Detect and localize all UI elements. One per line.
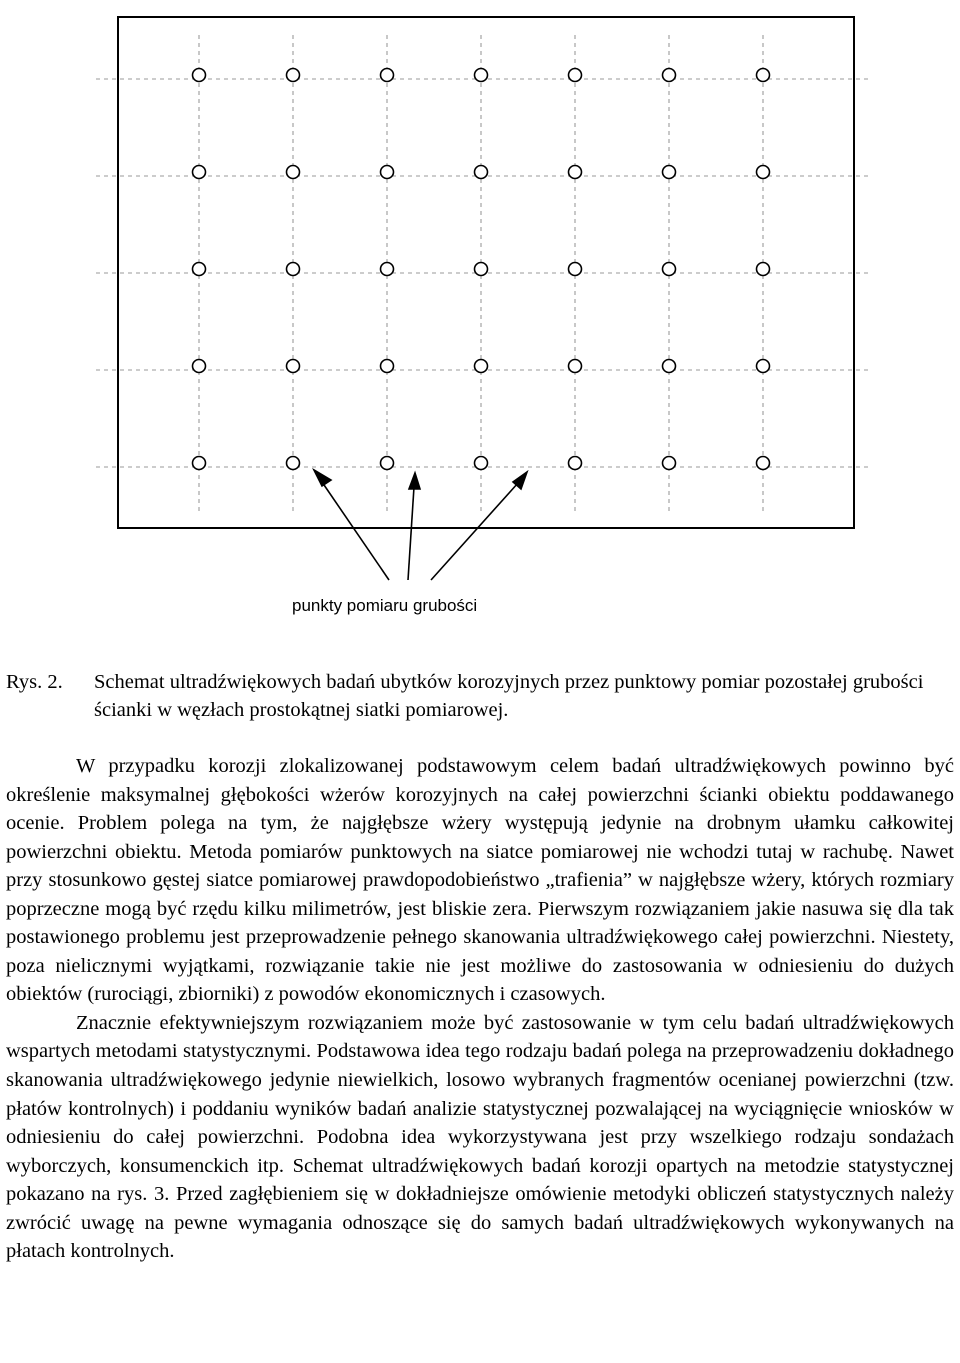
measurement-point	[287, 166, 300, 179]
measurement-point	[663, 360, 676, 373]
measurement-point	[193, 166, 206, 179]
pointer-arrow	[408, 487, 414, 580]
measurement-points	[193, 69, 770, 470]
measurement-point	[757, 263, 770, 276]
measurement-point	[757, 69, 770, 82]
measurement-point	[193, 360, 206, 373]
measurement-point	[287, 360, 300, 373]
pointer-arrow	[431, 483, 518, 580]
measurement-point	[287, 69, 300, 82]
pointer-arrows	[314, 470, 527, 580]
figure-caption	[6, 668, 946, 724]
figure-label: punkty pomiaru grubości	[292, 596, 478, 615]
measurement-point	[757, 166, 770, 179]
measurement-point	[663, 69, 676, 82]
measurement-point	[475, 360, 488, 373]
measurement-point	[193, 263, 206, 276]
measurement-point	[569, 360, 582, 373]
measurement-point	[475, 69, 488, 82]
grid-figure	[0, 0, 960, 600]
caption-text: Schemat ultradźwiękowych badań ubytków korozyjnych przez punktowy pomiar pozostałej grubości ścianki w węzłach prostokątnej siatki pomiarowej.	[94, 671, 924, 721]
measurement-point	[663, 457, 676, 470]
measurement-point	[193, 69, 206, 82]
measurement-point	[475, 263, 488, 276]
arrowhead	[409, 473, 420, 489]
measurement-point	[381, 360, 394, 373]
measurement-point	[381, 263, 394, 276]
measurement-point	[757, 457, 770, 470]
paragraph: W przypadku korozji zlokalizowanej podstawowym celem badań ultradźwiękowych powinno być określenie maksymalnej głębokości wżerów korozyjnych na całej powierzchni ścianki obiektu poddawanego ocenie. Problem polega na tym, że najgłębsze wżery występują jedynie na drobnym ułamku całkowitej powierzchni obiektu. Metoda pomiarów punktowych na siatce pomiarowej nie wchodzi tutaj w rachubę. Nawet przy stosunkowo gęstej siatce pomiarowej prawdopodobieństwo „trafienia” w najgłębsze wżery, których rozmiary poprzeczne mogą być rzędu kilku milimetrów, jest bliskie zera. Pierwszym rozwiązaniem jakie nasuwa się dla tak postawionego problemu jest przeprowadzenie pełnego skanowania ultradźwiękowego całej powierzchni. Niestety, poza nielicznymi wyjątkami, rozwiązanie takie nie jest możliwe do zastosowania w odniesieniu do dużych obiektów (rurociągi, zbiorniki) z powodów ekonomicznych i czasowych.	[6, 755, 954, 1006]
measurement-point	[569, 69, 582, 82]
pointer-arrow	[322, 482, 389, 580]
measurement-point	[287, 263, 300, 276]
measurement-point	[475, 166, 488, 179]
measurement-point	[663, 166, 676, 179]
measurement-point	[569, 457, 582, 470]
measurement-point	[193, 457, 206, 470]
measurement-point	[569, 166, 582, 179]
measurement-point	[663, 263, 676, 276]
measurement-point	[569, 263, 582, 276]
measurement-point	[475, 457, 488, 470]
arrowhead	[314, 470, 331, 486]
measurement-point	[381, 69, 394, 82]
measurement-point	[287, 457, 300, 470]
body-text	[6, 752, 954, 1266]
paragraph: Znacznie efektywniejszym rozwiązaniem może być zastosowanie w tym celu badań ultradźwiękowych wspartych metodami statystycznymi. Podstawowa idea tego rodzaju badań polega na przeprowadzeniu dokładnego skanowania ultradźwiękowego jedynie niewielkich, losowo wybranych fragmentów ocenianej powierzchni (tzw. płatów kontrolnych) i poddaniu wyników badań analizie statystycznej pozwalającej na wyciągnięcie wniosków w odniesieniu do całej powierzchni. Podobna idea wykorzystywana jest przy wszelkiego rodzaju sondażach wyborczych, konsumenckich itp. Schemat ultradźwiękowych badań korozji opartych na metodzie statystycznej pokazano na rys. 3. Przed zagłębieniem się w dokładniejsze omówienie metodyki obliczeń statystycznych należy zwrócić uwagę na pewne wymagania odnoszące się do samych badań ultradźwiękowych wykonywanych na płatach kontrolnych.	[6, 1011, 954, 1263]
measurement-point	[757, 360, 770, 373]
measurement-point	[381, 457, 394, 470]
caption-number: Rys. 2.	[6, 671, 63, 693]
measurement-point	[381, 166, 394, 179]
